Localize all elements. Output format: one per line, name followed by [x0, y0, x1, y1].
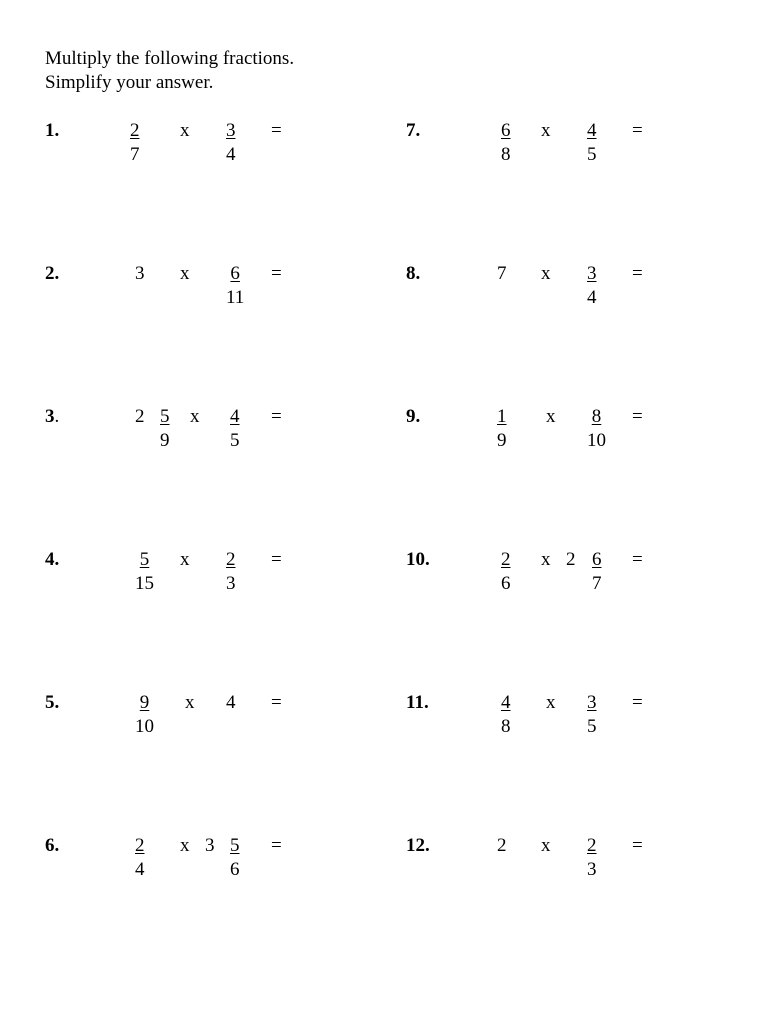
fraction-b: [592, 548, 602, 596]
denominator: 7: [130, 144, 140, 165]
denominator: 6: [230, 859, 240, 880]
fraction-a: [130, 119, 140, 167]
problem-number: 8.: [406, 263, 421, 284]
problem-9: [406, 405, 726, 465]
fraction-a: [135, 691, 154, 739]
problem-8: [406, 262, 726, 322]
numerator: 6: [592, 549, 602, 570]
times-sign: x: [185, 692, 195, 713]
problem-5: [45, 691, 365, 751]
numerator: 2: [135, 835, 145, 856]
denominator: 3: [226, 573, 236, 594]
problem-7: [406, 119, 726, 179]
problem-number: 1.: [45, 120, 60, 141]
equals-sign: =: [271, 549, 282, 570]
fraction-a: [501, 119, 511, 167]
numerator: 5: [139, 549, 150, 570]
numerator: 3: [226, 120, 236, 141]
equals-sign: =: [632, 120, 643, 141]
denominator: 8: [501, 716, 511, 737]
instruction-line-2: Simplify your answer.: [45, 72, 214, 93]
numerator: 4: [587, 120, 597, 141]
whole-number: 3: [205, 835, 215, 856]
problem-number: 10.: [406, 549, 430, 570]
times-sign: x: [541, 549, 551, 570]
denominator: 5: [230, 430, 240, 451]
denominator: 10: [135, 716, 154, 737]
problem-2: [45, 262, 365, 322]
fraction-b: [587, 405, 606, 453]
problem-4: [45, 548, 365, 608]
problem-number: 3.: [45, 406, 60, 427]
instruction-line-1: Multiply the following fractions.: [45, 48, 295, 69]
numerator: 4: [501, 692, 511, 713]
denominator: 9: [160, 430, 170, 451]
fraction-b: [226, 262, 244, 310]
denominator: 5: [587, 144, 597, 165]
equals-sign: =: [271, 263, 282, 284]
problem-12: [406, 834, 726, 894]
fraction-b: [587, 262, 597, 310]
problem-11: [406, 691, 726, 751]
whole-number: 2: [566, 549, 576, 570]
times-sign: x: [180, 263, 190, 284]
equals-sign: =: [632, 406, 643, 427]
problem-number: 4.: [45, 549, 60, 570]
fraction-b: [587, 119, 597, 167]
equals-sign: =: [632, 263, 643, 284]
times-sign: x: [190, 406, 200, 427]
numerator: 2: [501, 549, 511, 570]
problem-number: 6.: [45, 835, 60, 856]
denominator: 11: [226, 287, 245, 308]
equals-sign: =: [271, 835, 282, 856]
numerator: 3: [587, 692, 597, 713]
times-sign: x: [541, 263, 551, 284]
numerator: 6: [501, 120, 511, 141]
denominator: 3: [587, 859, 597, 880]
fraction-b: [230, 834, 240, 882]
times-sign: x: [546, 692, 556, 713]
whole-number: 3: [135, 263, 145, 284]
equals-sign: =: [271, 692, 282, 713]
whole-number: 2: [135, 406, 145, 427]
fraction-a: [501, 691, 511, 739]
problem-number: 11.: [406, 692, 429, 713]
denominator: 4: [135, 859, 145, 880]
equals-sign: =: [632, 692, 643, 713]
whole-number: 2: [497, 835, 507, 856]
denominator: 4: [226, 144, 236, 165]
problem-number: 2.: [45, 263, 60, 284]
equals-sign: =: [632, 549, 643, 570]
fraction-a: [135, 834, 145, 882]
fraction-b: [230, 405, 240, 453]
problem-1: [45, 119, 365, 179]
numerator: 6: [230, 263, 240, 284]
denominator: 15: [135, 573, 154, 594]
fraction-b: [226, 548, 236, 596]
numerator: 9: [139, 692, 150, 713]
fraction-a: [501, 548, 511, 596]
problem-number: 9.: [406, 406, 421, 427]
problem-number: 12.: [406, 835, 430, 856]
numerator: 2: [226, 549, 236, 570]
whole-number: 7: [497, 263, 507, 284]
denominator: 5: [587, 716, 597, 737]
fraction-b: [587, 834, 597, 882]
problem-number: 7.: [406, 120, 421, 141]
fraction-b: [226, 119, 236, 167]
times-sign: x: [180, 835, 190, 856]
equals-sign: =: [271, 120, 282, 141]
whole-number: 4: [226, 692, 236, 713]
problem-number: 5.: [45, 692, 60, 713]
worksheet-instructions: [45, 47, 294, 95]
numerator: 4: [230, 406, 240, 427]
times-sign: x: [180, 120, 190, 141]
numerator: 3: [587, 263, 597, 284]
times-sign: x: [541, 835, 551, 856]
fraction-a: [135, 548, 154, 596]
equals-sign: =: [271, 406, 282, 427]
numerator: 2: [587, 835, 597, 856]
denominator: 8: [501, 144, 511, 165]
denominator: 6: [501, 573, 511, 594]
fraction-a: [160, 405, 170, 453]
numerator: 5: [230, 835, 240, 856]
denominator: 4: [587, 287, 597, 308]
problem-3: [45, 405, 365, 465]
numerator: 1: [497, 406, 507, 427]
times-sign: x: [541, 120, 551, 141]
fraction-a: [497, 405, 507, 453]
problem-10: [406, 548, 726, 608]
problem-6: [45, 834, 365, 894]
numerator: 5: [160, 406, 170, 427]
denominator: 7: [592, 573, 602, 594]
denominator: 10: [587, 430, 606, 451]
denominator: 9: [497, 430, 507, 451]
equals-sign: =: [632, 835, 643, 856]
numerator: 2: [130, 120, 140, 141]
times-sign: x: [546, 406, 556, 427]
times-sign: x: [180, 549, 190, 570]
fraction-b: [587, 691, 597, 739]
numerator: 8: [591, 406, 602, 427]
